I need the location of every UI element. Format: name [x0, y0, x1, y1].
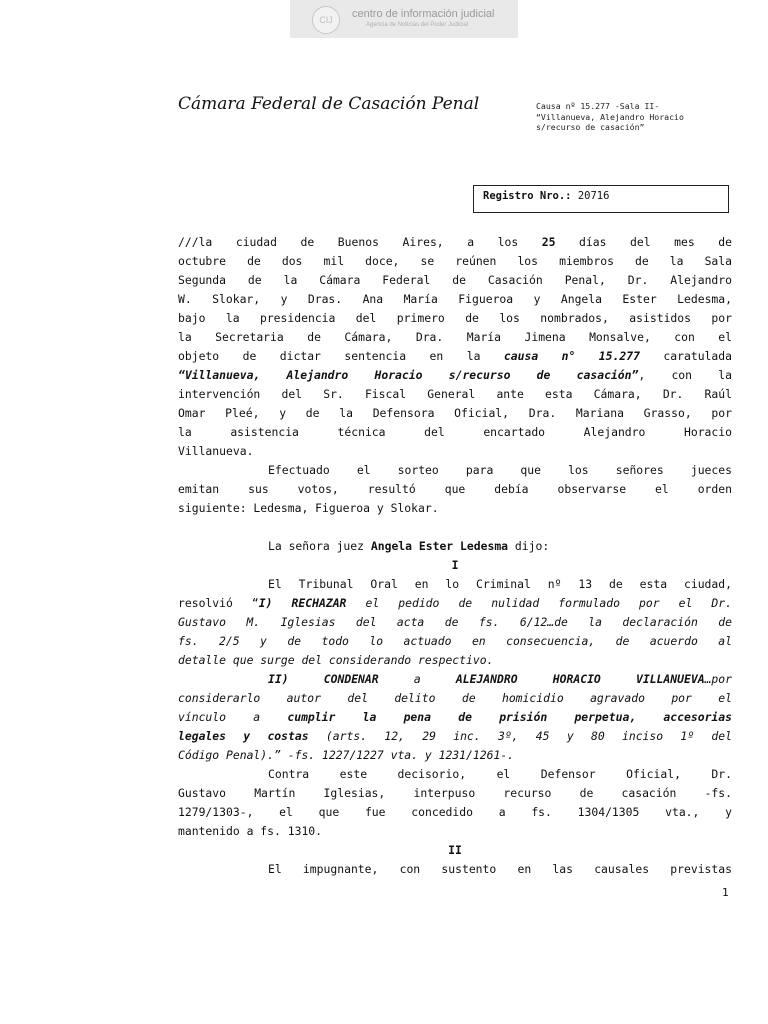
text-line: resolvió “I) RECHAZAR el pedido de nulidad formulado por el Dr. — [178, 596, 732, 610]
cij-subtitle: Agencia de Noticias del Poder Judicial — [366, 22, 469, 28]
blank-line — [178, 518, 732, 537]
text-line: la Secretaria de Cámara, Dra. María Jimena Monsalve, con el — [178, 330, 732, 344]
registro-value: 20716 — [577, 190, 610, 202]
section-heading: I — [451, 558, 459, 572]
text-line: octubre de dos mil doce, se reúnen los miembros de la Sala — [178, 254, 732, 268]
court-title: Cámara Federal de Casación Penal — [178, 94, 480, 114]
text-line: detalle que surge del considerando respectivo. — [178, 653, 494, 667]
judge-intro: La señora juez Angela Ester Ledesma dijo: — [268, 539, 550, 553]
text-line: Contra este decisorio, el Defensor Oficial, Dr. — [268, 767, 732, 781]
text-line: objeto de dictar sentencia en la causa n° 15.277 caratulada — [178, 349, 732, 363]
page-number: 1 — [722, 886, 729, 899]
text-line: W. Slokar, y Dras. Ana María Figueroa y Angela Ester Ledesma, — [178, 292, 732, 306]
text-line: 1279/1303-, el que fue concedido a fs. 1304/1305 vta., y — [178, 805, 732, 819]
text-line: El Tribunal Oral en lo Criminal nº 13 de esta ciudad, — [268, 577, 732, 591]
text-line: fs. 2/5 y de todo lo actuado en consecuencia, de acuerdo al — [178, 634, 732, 648]
text-line: mantenido a fs. 1310. — [178, 824, 323, 838]
text-line: Omar Pleé, y de la Defensora Oficial, Dra. Mariana Grasso, por — [178, 406, 732, 420]
text-line: Gustavo Martín Iglesias, interpuso recurso de casación -fs. — [178, 786, 732, 800]
cij-header-banner — [290, 0, 518, 38]
cij-logo-icon: CIJ — [312, 6, 340, 34]
text-line: la asistencia técnica del encartado Alejandro Horacio — [178, 425, 732, 439]
section-heading: II — [448, 843, 462, 857]
text-line: emitan sus votos, resultó que debía observarse el orden — [178, 482, 732, 496]
text-line: Efectuado el sorteo para que los señores jueces — [268, 463, 732, 477]
text-line: Villanueva. — [178, 444, 254, 458]
text-line: considerarlo autor del delito de homicidio agravado por el — [178, 691, 732, 705]
text-line: Gustavo M. Iglesias del acta de fs. 6/12…de la declaración de — [178, 615, 732, 629]
registro-label: Registro Nro.: — [483, 190, 572, 202]
text-line: Código Penal).” -fs. 1227/1227 vta. y 1231/1261-. — [178, 748, 515, 762]
case-reference — [536, 101, 684, 133]
document-body — [178, 233, 732, 879]
text-line: El impugnante, con sustento en las causales previstas — [268, 862, 732, 876]
registro-box — [473, 185, 729, 213]
cij-name: centro de información judicial — [352, 8, 495, 20]
text-line: “Villanueva, Alejandro Horacio s/recurso de casación”, con la — [178, 368, 732, 382]
case-ref-line: “Villanueva, Alejandro Horacio — [536, 111, 684, 122]
text-line: bajo la presidencia del primero de los nombrados, asistidos por — [178, 311, 732, 325]
text-line: vínculo a cumplir la pena de prisión perpetua, accesorias — [178, 710, 732, 724]
text-line: II) CONDENAR a ALEJANDRO HORACIO VILLANUEVA…por — [268, 672, 732, 686]
text-line: siguiente: Ledesma, Figueroa y Slokar. — [178, 501, 439, 515]
text-line: intervención del Sr. Fiscal General ante esta Cámara, Dr. Raúl — [178, 387, 732, 401]
case-ref-line: Causa nº 15.277 -Sala II- — [536, 101, 660, 111]
text-line: Segunda de la Cámara Federal de Casación Penal, Dr. Alejandro — [178, 273, 732, 287]
text-line: legales y costas (arts. 12, 29 inc. 3º, 45 y 80 inciso 1º del — [178, 729, 732, 743]
text-line: ///la ciudad de Buenos Aires, a los 25 días del mes de — [178, 235, 732, 249]
case-ref-line: s/recurso de casación” — [536, 122, 645, 132]
